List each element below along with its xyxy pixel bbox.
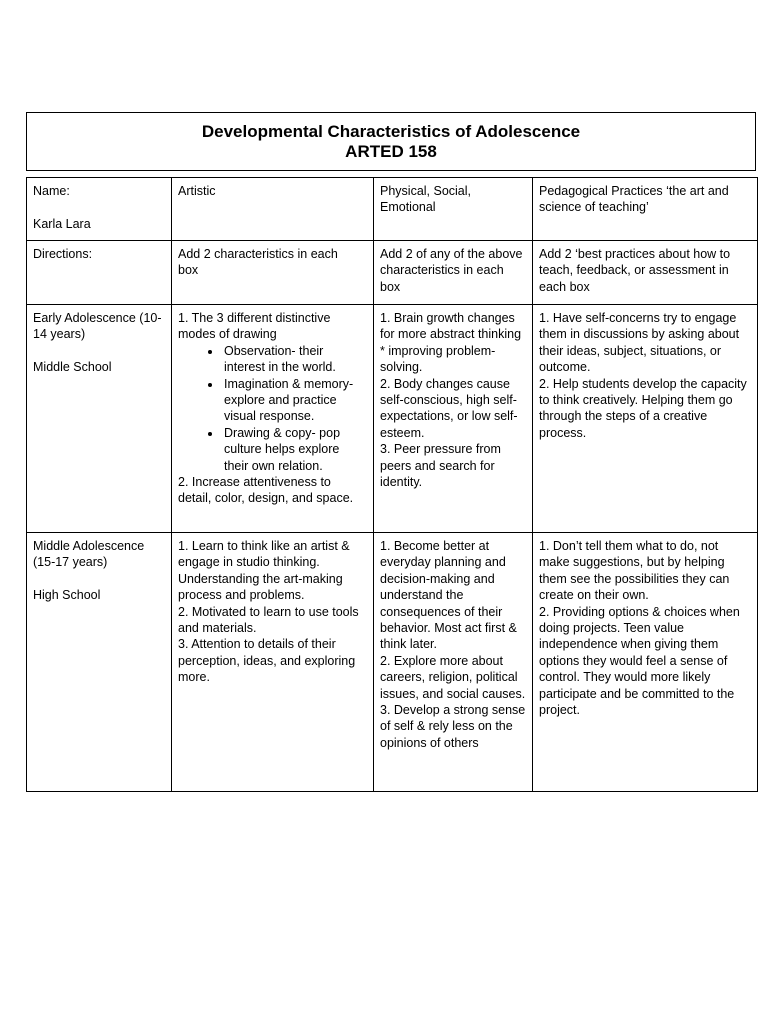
characteristics-table bbox=[26, 177, 758, 792]
table-header-row bbox=[27, 178, 758, 241]
early-artistic-cell bbox=[172, 305, 374, 533]
list-item: 2. Motivated to learn to use tools and materials. bbox=[178, 604, 359, 636]
list-item: 2. Providing options & choices when doing projects. Teen value independence when giving them options they would feel a sense of control. They would more likely participate and be committed to the project. bbox=[539, 604, 740, 718]
list-item: • Imagination & memory- explore and practice visual response. bbox=[222, 376, 367, 425]
middle-school-label: High School bbox=[33, 588, 101, 603]
early-stage-label: Early Adolescence (10-14 years) bbox=[33, 311, 162, 342]
column-header-artistic: Artistic bbox=[172, 178, 374, 241]
early-artistic-intro: 1. The 3 different distinctive modes of drawing bbox=[178, 311, 331, 342]
list-item: 2. Explore more about careers, religion, political issues, and social causes. bbox=[380, 653, 526, 701]
directions-row bbox=[27, 241, 758, 305]
middle-adolescence-row bbox=[27, 533, 758, 792]
column-header-physical: Physical, Social, Emotional bbox=[374, 178, 533, 241]
early-school-label: Middle School bbox=[33, 360, 112, 375]
list-item: • Drawing & copy- pop culture helps explore their own relation. bbox=[222, 425, 367, 474]
list-item: 1. Become better at everyday planning and decision-making and understand the consequences of their behavior. Most act first & think later. bbox=[380, 539, 517, 652]
list-item: 3. Attention to details of their perception, ideas, and exploring more. bbox=[178, 637, 356, 685]
middle-stage-cell bbox=[27, 533, 172, 792]
middle-artistic-cell bbox=[172, 533, 374, 792]
list-item: 1. Learn to think like an artist & engage in studio thinking. Understanding the art-making process and problems. bbox=[178, 539, 350, 603]
list-item: 2. Body changes cause self-conscious, high self-expectations, or low self-esteem. bbox=[380, 376, 518, 440]
column-header-pedagogical: Pedagogical Practices ‘the art and science of teaching’ bbox=[533, 178, 758, 241]
document-title-box bbox=[26, 112, 756, 171]
list-item: 1. Brain growth changes for more abstract thinking * improving problem-solving. bbox=[380, 311, 522, 375]
list-item: 2. Help students develop the capacity to think creatively. Helping them go through the steps of a creative process. bbox=[539, 376, 747, 440]
name-cell bbox=[27, 178, 172, 241]
early-artistic-list bbox=[178, 343, 367, 474]
list-item: 1. Have self-concerns try to engage them in discussions by asking about their ideas, subject, situations, or outcome. bbox=[539, 311, 740, 375]
directions-pedagogical: Add 2 ‘best practices about how to teach, feedback, or assessment in each box bbox=[533, 241, 758, 305]
list-item: 3. Develop a strong sense of self & rely less on the opinions of others bbox=[380, 703, 526, 750]
early-adolescence-row bbox=[27, 305, 758, 533]
early-physical-cell bbox=[374, 305, 533, 533]
document-subtitle: ARTED 158 bbox=[345, 142, 437, 161]
middle-pedagogical-cell bbox=[533, 533, 758, 792]
name-label: Name: bbox=[33, 184, 70, 198]
list-item: 3. Peer pressure from peers and search for identity. bbox=[380, 442, 501, 490]
list-item: • Observation- their interest in the world. bbox=[222, 343, 367, 376]
early-pedagogical-cell bbox=[533, 305, 758, 533]
middle-physical-cell bbox=[374, 533, 533, 792]
name-value: Karla Lara bbox=[33, 216, 91, 231]
document-title: Developmental Characteristics of Adolescence bbox=[201, 122, 581, 141]
early-artistic-outro: 2. Increase attentiveness to detail, color, design, and space. bbox=[178, 475, 354, 506]
early-stage-cell bbox=[27, 305, 172, 533]
directions-physical: Add 2 of any of the above characteristics in each box bbox=[374, 241, 533, 305]
list-item: 1. Don’t tell them what to do, not make suggestions, but by helping them see the possibilities they can create on their own. bbox=[539, 539, 730, 603]
directions-artistic: Add 2 characteristics in each box bbox=[172, 241, 374, 305]
middle-stage-label: Middle Adolescence (15-17 years) bbox=[33, 539, 145, 570]
directions-label: Directions: bbox=[27, 241, 172, 305]
